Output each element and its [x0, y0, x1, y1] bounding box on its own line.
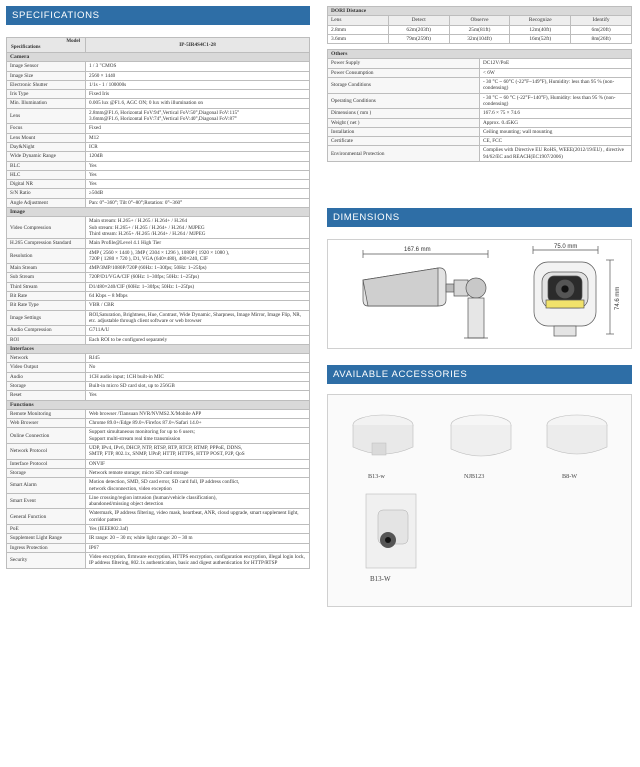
spec-row — [7, 409, 310, 418]
specifications-table — [6, 37, 310, 569]
spec-label: Network Protocol — [7, 444, 86, 460]
accessories-panel — [327, 394, 632, 607]
spec-value: Yes — [86, 170, 310, 179]
others-row — [328, 93, 632, 109]
width-label: 75.0 mm — [554, 244, 578, 251]
spec-value: ≥50dB — [86, 189, 310, 198]
specifications-title: SPECIFICATIONS — [6, 6, 310, 25]
spec-header-row — [7, 38, 310, 53]
spec-row — [7, 493, 310, 509]
accessories-title: AVAILABLE ACCESSORIES — [327, 365, 632, 384]
spec-value: 2560 × 1440 — [86, 71, 310, 80]
spec-row — [7, 478, 310, 494]
camera-front-view — [533, 246, 614, 336]
spec-row — [7, 239, 310, 248]
spec-value: 0.005 lux @F1.6, AGC ON; 0 lux with illumination on — [86, 99, 310, 108]
spec-row — [7, 310, 310, 326]
header-corner-cell — [7, 38, 86, 53]
spec-value: 120dB — [86, 152, 310, 161]
spec-value: Yes (IEEE802.3af) — [86, 525, 310, 534]
spec-value: Network remote storage; micro SD card storage — [86, 468, 310, 477]
spec-row — [7, 326, 310, 335]
spec-label: Electronic Shutter — [7, 80, 86, 89]
spec-value: M12 — [86, 133, 310, 142]
spec-value: 64 Kbps ~ 8 Mbps — [86, 292, 310, 301]
others-value: Approx. 0.45KG — [480, 118, 632, 127]
spec-value: Fixed — [86, 124, 310, 133]
spec-value: Motion detection, SMD, SD card error, SD card full, IP address conflict, network disconnection, video exception — [86, 478, 310, 494]
spec-label: Focus — [7, 124, 86, 133]
spec-label: Video Output — [7, 363, 86, 372]
spec-label: Image Sensor — [7, 62, 86, 71]
spec-row — [7, 354, 310, 363]
spec-group-header — [7, 344, 310, 353]
others-label: Storage Conditions — [328, 78, 480, 94]
spec-label: Lens Mount — [7, 133, 86, 142]
spec-row — [7, 525, 310, 534]
spec-row — [7, 90, 310, 99]
spec-value: 1/1s - 1 / 100000s — [86, 80, 310, 89]
others-row — [328, 137, 632, 146]
spec-value: 720P/D1/VGA/CIF (60Hz: 1~30fps; 50Hz: 1~25fps) — [86, 273, 310, 282]
dori-cell: 79m(259ft) — [388, 34, 449, 43]
header-model-label: Model — [66, 39, 80, 44]
dori-cell: 3.6mm — [328, 34, 389, 43]
spec-value: 4MP ( 2560 × 1440 ), 3MP ( 2304 × 1296 ), 1080P ( 1920 × 1080 ), 720P ( 1280 × 720 ), D1, VGA (640×480), 480×240, CIF — [86, 248, 310, 264]
junction-box-b8w-image — [542, 409, 612, 469]
others-table — [327, 49, 632, 162]
spec-label: Video Compression — [7, 217, 86, 239]
spec-row — [7, 428, 310, 444]
spec-label: Day&Night — [7, 142, 86, 151]
dori-cell: 62m(203ft) — [388, 25, 449, 34]
others-row — [328, 146, 632, 162]
spec-label: Reset — [7, 391, 86, 400]
spec-row — [7, 509, 310, 525]
spec-row — [7, 301, 310, 310]
spec-label: Iris Type — [7, 90, 86, 99]
others-label: Installation — [328, 127, 480, 136]
spec-row — [7, 292, 310, 301]
spec-row — [7, 180, 310, 189]
spec-label: Online Connection — [7, 428, 86, 444]
spec-group-title: Image — [7, 208, 310, 217]
others-label: Certificate — [328, 137, 480, 146]
dori-column-header: Lens — [328, 16, 389, 25]
others-row — [328, 59, 632, 68]
spec-value: ONVIF — [86, 459, 310, 468]
spec-row — [7, 124, 310, 133]
others-title: Others — [328, 50, 632, 59]
spec-group-title: Interfaces — [7, 344, 310, 353]
spec-label: ROI — [7, 335, 86, 344]
spec-row — [7, 335, 310, 344]
spec-label: Lens — [7, 108, 86, 124]
spec-value: Yes — [86, 180, 310, 189]
spec-value: Each ROI to be configured separately — [86, 335, 310, 344]
spec-group-header — [7, 400, 310, 409]
spec-value: Pan: 0°~360°; Tilt 0°~80°;Rotation: 0°~360° — [86, 198, 310, 207]
spec-label: Sub Stream — [7, 273, 86, 282]
others-label: Weight ( net ) — [328, 118, 480, 127]
spec-value: ICR — [86, 142, 310, 151]
others-label: Dimensions ( mm ) — [328, 109, 480, 118]
spec-value: 2.8mm@F1.6, Horizontal FoV:94°,Vertical FoV:50°,Diagonal FoV:115° 3.6mm@F1.6, Horizontal FoV:74°,Vertical FoV:40°,Diagonal FoV:87° — [86, 108, 310, 124]
spec-label: HLC — [7, 170, 86, 179]
spec-label: Security — [7, 552, 86, 568]
spec-label: Resolution — [7, 248, 86, 264]
accessory-label: B8-W — [562, 473, 578, 481]
spec-label: Audio Compression — [7, 326, 86, 335]
spec-value: Chrome 89.0+/Edge 89.0+/Firefox 87.0+/Safari 14.0+ — [86, 419, 310, 428]
spec-row — [7, 273, 310, 282]
dori-column-header-row — [328, 16, 632, 25]
others-value: 167.6 × 75 × 74.6 — [480, 109, 632, 118]
dori-title: DORI Distance — [328, 7, 632, 16]
dori-row — [328, 25, 632, 34]
dori-column-header: Detect — [388, 16, 449, 25]
dori-cell: 16m(52ft) — [510, 34, 571, 43]
others-value: CE, FCC — [480, 137, 632, 146]
spec-value: Yes — [86, 161, 310, 170]
spec-value: VBR / CBR — [86, 301, 310, 310]
spec-value: ROI,Saturation, Brightness, Hue, Contrast, Wide Dynamic, Sharpness, Image Mirror, Image Flip, NR, etc. adjustable through client software or web browser — [86, 310, 310, 326]
spec-value: Support simultaneous monitoring for up to 6 users; Support multi-stream real time transmission — [86, 428, 310, 444]
spec-label: Angle Adjustment — [7, 198, 86, 207]
header-specifications-label: Specifications — [11, 44, 41, 50]
dori-cell: 32m(104ft) — [449, 34, 510, 43]
others-row — [328, 109, 632, 118]
dori-column-header: Observe — [449, 16, 510, 25]
others-label: Operating Conditions — [328, 93, 480, 109]
spec-value: Main stream: H.265+ / H.265 / H.264+ / H.264 Sub stream: H.265+ / H.265 / H.264+ / H.264 / MJPEG Third stream: H.265+ /H.265 /H.264+ / H.264 / MJPEG — [86, 217, 310, 239]
spec-value: Main Profile@Level 4.1 High Tier — [86, 239, 310, 248]
spec-label: Wide Dynamic Range — [7, 152, 86, 161]
spec-row — [7, 381, 310, 390]
height-label: 74.6 mm — [615, 286, 621, 311]
spec-value: Web browser /Tiansuan NVR/NVMS2.X/Mobile APP — [86, 409, 310, 418]
dori-cell: 8m(26ft) — [571, 34, 632, 43]
spec-value: Yes — [86, 391, 310, 400]
spec-group-header — [7, 53, 310, 62]
spec-row — [7, 108, 310, 124]
spec-label: Supplement Light Range — [7, 534, 86, 543]
others-row — [328, 118, 632, 127]
dori-table — [327, 6, 632, 44]
spec-label: Smart Event — [7, 493, 86, 509]
spec-label: Ingress Protection — [7, 543, 86, 552]
spec-row — [7, 391, 310, 400]
spec-value: Built-in micro SD card slot, up to 256GB — [86, 381, 310, 390]
spec-label: Network — [7, 354, 86, 363]
spec-row — [7, 161, 310, 170]
others-value: Complies with Directive EU RoHS, WEEE(2012/19/EU) , directive 94/62/EC and REACH(EC1907/2006) — [480, 146, 632, 162]
dimensions-title: DIMENSIONS — [327, 208, 632, 227]
others-label: Power Supply — [328, 59, 480, 68]
spec-label: General Function — [7, 509, 86, 525]
spec-row — [7, 80, 310, 89]
spec-value: D1/480×240/CIF (60Hz: 1~30fps; 50Hz: 1~25fps) — [86, 282, 310, 291]
spec-label: H.265 Compression Standard — [7, 239, 86, 248]
spec-row — [7, 133, 310, 142]
spec-value: IP67 — [86, 543, 310, 552]
spec-row — [7, 552, 310, 568]
spec-value: No — [86, 363, 310, 372]
spec-label: Smart Alarm — [7, 478, 86, 494]
spec-row — [7, 170, 310, 179]
spec-label: Image Size — [7, 71, 86, 80]
spec-row — [7, 363, 310, 372]
spec-label: S/N Ratio — [7, 189, 86, 198]
spec-value: IR range: 20 ~ 30 m; white light range: 20 ~ 30 m — [86, 534, 310, 543]
others-value: - 30 °C ~ 60°C (-22°F~149°F), Humidity: less than 95 % (non-condensing) — [480, 78, 632, 94]
accessory-label: B13-W — [370, 575, 391, 584]
spec-row — [7, 282, 310, 291]
model-number: IP-5IR4S4C1-28 — [86, 38, 310, 53]
spec-group-title: Camera — [7, 53, 310, 62]
spec-value: Line crossing/region intrusion (human/vehicle classification), abandoned/missing object detection — [86, 493, 310, 509]
dori-cell: 12m(40ft) — [510, 25, 571, 34]
spec-group-title: Functions — [7, 400, 310, 409]
spec-row — [7, 62, 310, 71]
spec-row — [7, 459, 310, 468]
spec-row — [7, 152, 310, 161]
spec-label: PoE — [7, 525, 86, 534]
spec-row — [7, 534, 310, 543]
dori-row — [328, 34, 632, 43]
camera-dimension-diagram — [328, 240, 631, 348]
spec-label: Image Settings — [7, 310, 86, 326]
others-label: Power Consumption — [328, 68, 480, 77]
spec-value: 4MP/3MP/1080P/720P (60Hz: 1~30fps; 50Hz: 1~25fps) — [86, 264, 310, 273]
others-value: DC12V/PoE — [480, 59, 632, 68]
spec-row — [7, 248, 310, 264]
mounted-camera-b13w-image — [358, 490, 428, 572]
spec-row — [7, 444, 310, 460]
others-row — [328, 127, 632, 136]
spec-label: Bit Rate — [7, 292, 86, 301]
spec-label: Main Stream — [7, 264, 86, 273]
spec-label: Digital NR — [7, 180, 86, 189]
spec-label: Web Browser — [7, 419, 86, 428]
others-value: - 30 °C ~ 60 °C (-22°F~140°F), Humidity: less than 95 % (non-condensing) — [480, 93, 632, 109]
spec-row — [7, 217, 310, 239]
spec-row — [7, 142, 310, 151]
others-label: Environmental Protection — [328, 146, 480, 162]
others-value: < 6W — [480, 68, 632, 77]
spec-value: UDP, IPv4, IPv6, DHCP, NTP, RTSP, RTP, RTCP, RTMP, PPPoE, DDNS, SMTP, FTP, 802.1x, SNMP, UPnP, HTTP, HTTPS, HTTP POST, P2P, QoS — [86, 444, 310, 460]
spec-label: Min. Illumination — [7, 99, 86, 108]
spec-value: 1CH audio input; 1CH built-in MIC — [86, 372, 310, 381]
others-row — [328, 68, 632, 77]
spec-row — [7, 264, 310, 273]
dori-cell: 2.8mm — [328, 25, 389, 34]
spec-label: BLC — [7, 161, 86, 170]
left-column — [6, 6, 310, 569]
camera-side-view — [363, 250, 488, 338]
spec-value: Watermark, IP address filtering, video mask, heartbeat, ANR, cloud upgrade, smart supplement light, corridor pattern — [86, 509, 310, 525]
spec-row — [7, 468, 310, 477]
spec-label: Interface Protocol — [7, 459, 86, 468]
spec-label: Storage — [7, 381, 86, 390]
spec-label: Remote Monitoring — [7, 409, 86, 418]
spec-label: Third Stream — [7, 282, 86, 291]
spec-row — [7, 372, 310, 381]
right-column — [327, 6, 632, 607]
spec-value: Video encryption, firmware encryption, HTTPS encryption, configuration encryption, illegal login lock, IP address filtering, 802.1x authentication, basic and digest authentication for HTTP/RTSP — [86, 552, 310, 568]
dimensions-drawing — [327, 239, 632, 349]
junction-box-njb123-image — [446, 409, 516, 469]
accessory-label: NJB123 — [464, 473, 485, 481]
spec-label: Storage — [7, 468, 86, 477]
spec-row — [7, 419, 310, 428]
spec-row — [7, 543, 310, 552]
spec-value: Fixed Iris — [86, 90, 310, 99]
spec-value: G711A/U — [86, 326, 310, 335]
spec-row — [7, 189, 310, 198]
spec-label: Bit Rate Type — [7, 301, 86, 310]
spec-value: 1 / 3 "CMOS — [86, 62, 310, 71]
spec-label: Audio — [7, 372, 86, 381]
dori-column-header: Recognize — [510, 16, 571, 25]
dori-column-header: Identify — [571, 16, 632, 25]
length-label: 167.6 mm — [404, 247, 431, 254]
accessory-label: B13-w — [368, 473, 385, 481]
spec-row — [7, 71, 310, 80]
spec-group-header — [7, 208, 310, 217]
junction-box-b13w-image — [348, 409, 418, 469]
spec-row — [7, 198, 310, 207]
dori-cell: 25m(81ft) — [449, 25, 510, 34]
others-row — [328, 78, 632, 94]
others-value: Ceiling mounting; wall mounting — [480, 127, 632, 136]
dori-cell: 6m(20ft) — [571, 25, 632, 34]
spec-row — [7, 99, 310, 108]
spec-value: RJ45 — [86, 354, 310, 363]
